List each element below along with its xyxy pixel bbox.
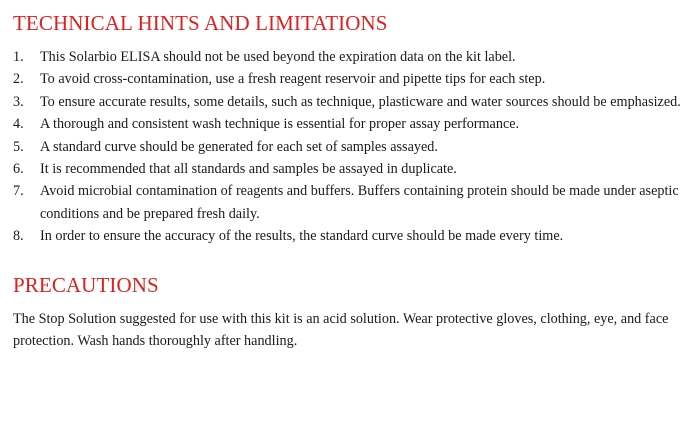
list-item — [13, 113, 681, 135]
list-item — [13, 158, 681, 180]
technical-hints-list — [13, 46, 681, 248]
list-item-number: 3. — [13, 93, 24, 110]
list-item-number: 4. — [13, 116, 24, 133]
list-item-number: 5. — [13, 138, 24, 155]
precautions-heading: PRECAUTIONS — [13, 272, 159, 297]
technical-hints-heading: TECHNICAL HINTS AND LIMITATIONS — [13, 11, 388, 35]
list-item-text: To ensure accurate results, some details, such as technique, plasticware and water sources should be emphasized. — [40, 93, 681, 110]
list-item-text: A thorough and consistent wash technique is essential for proper assay performance. — [40, 116, 520, 133]
list-item — [13, 46, 681, 68]
precautions-paragraph: The Stop Solution suggested for use with this kit is an acid solution. Wear protective gloves, clothing, eye, and face protection. Wash hands thoroughly after handling. — [13, 310, 669, 350]
list-item-number: 8. — [13, 228, 24, 245]
list-item-text: It is recommended that all standards and samples be assayed in duplicate. — [40, 161, 457, 178]
list-item — [13, 68, 681, 90]
list-item-text: In order to ensure the accuracy of the results, the standard curve should be made every time. — [40, 228, 564, 245]
list-item-number: 1. — [13, 49, 24, 65]
list-item-number: 7. — [13, 183, 24, 200]
list-item — [13, 91, 681, 113]
list-item-text: This Solarbio ELISA should not be used beyond the expiration data on the kit label. — [40, 49, 516, 65]
list-item-text: Avoid microbial contamination of reagents and buffers. Buffers containing protein should be made under aseptic conditions and be prepared fresh daily. — [40, 183, 679, 222]
list-item — [13, 136, 681, 158]
list-item — [13, 225, 681, 247]
list-item — [13, 180, 681, 225]
list-item-number: 6. — [13, 161, 24, 178]
list-item-number: 2. — [13, 71, 24, 88]
list-item-text: A standard curve should be generated for each set of samples assayed. — [40, 138, 438, 155]
list-item-text: To avoid cross-contamination, use a fresh reagent reservoir and pipette tips for each step. — [40, 71, 546, 88]
